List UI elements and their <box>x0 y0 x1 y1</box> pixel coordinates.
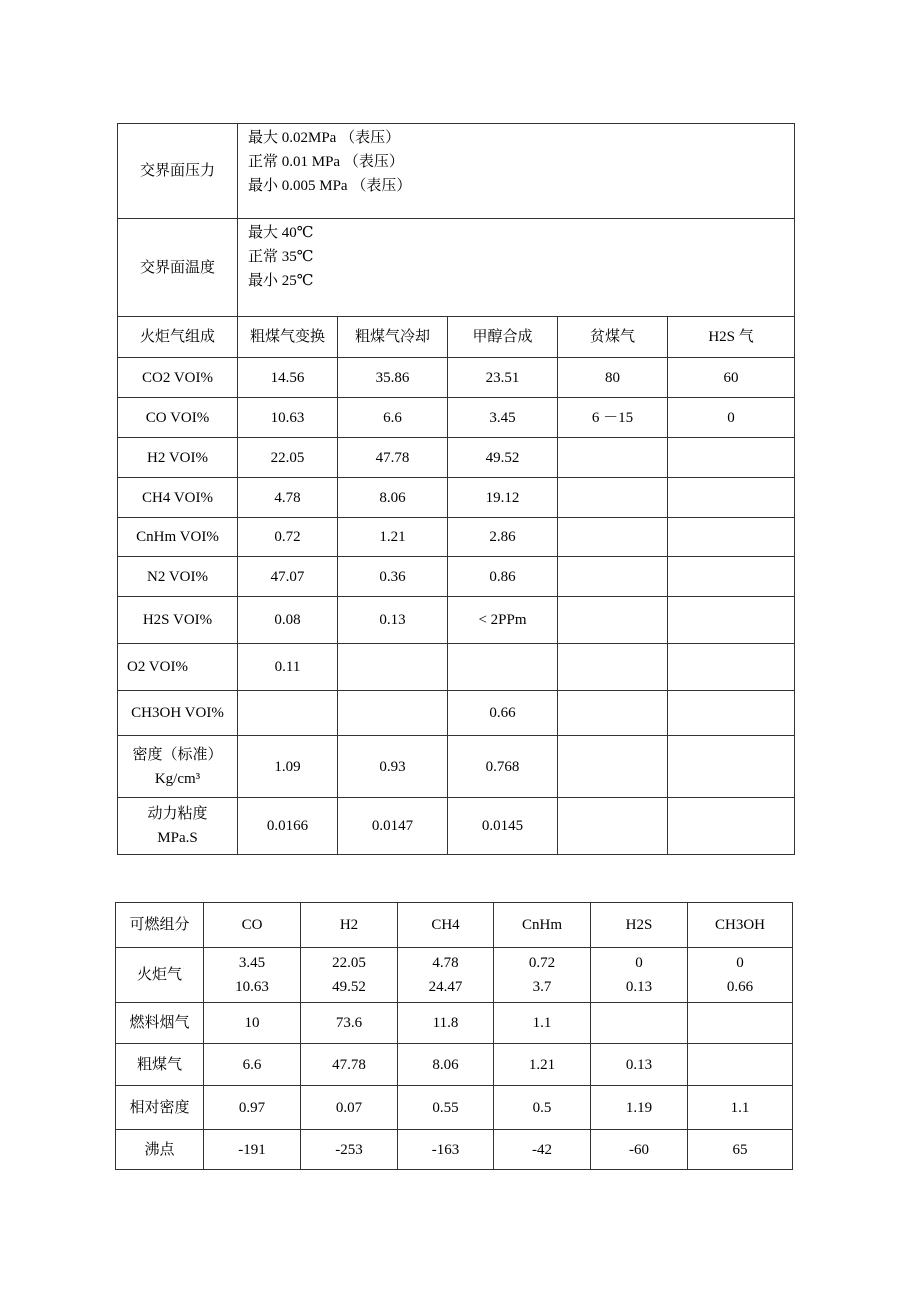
table-cell: 4.78 <box>238 478 338 518</box>
table-cell: 0.07 <box>301 1086 398 1130</box>
temperature-max: 最大 40℃ <box>248 225 314 241</box>
table-cell <box>668 518 795 557</box>
interface-temperature-values <box>238 219 795 317</box>
range-max: 3.7 <box>532 979 552 995</box>
header-cell: 粗煤气变换 <box>238 317 338 358</box>
table-cell: 1.21 <box>338 518 448 557</box>
range-max: 49.52 <box>332 979 366 995</box>
range-cell <box>688 948 793 1003</box>
density-label-line: 密度（标准） <box>132 746 223 763</box>
table-cell <box>668 478 795 518</box>
range-max: 0.66 <box>726 979 754 995</box>
row-label: 火炬气 <box>116 948 204 1003</box>
table-cell <box>238 691 338 736</box>
table-cell: 0.0166 <box>238 798 338 855</box>
table-cell: 6.6 <box>338 398 448 438</box>
table-cell: 0.0147 <box>338 798 448 855</box>
table-cell: 47.78 <box>301 1044 398 1086</box>
table-cell <box>668 736 795 798</box>
range-min: 0 <box>736 955 744 971</box>
table-cell: 0.13 <box>338 597 448 644</box>
row-label: H2 VOI% <box>118 438 238 478</box>
table-cell: 35.86 <box>338 358 448 398</box>
table-cell: -191 <box>204 1130 301 1170</box>
table-row <box>116 1003 793 1044</box>
table-cell: 47.07 <box>238 557 338 597</box>
table-cell <box>558 798 668 855</box>
table-cell: 0.93 <box>338 736 448 798</box>
table-cell: 1.1 <box>494 1003 591 1044</box>
density-row <box>118 736 795 798</box>
table-cell <box>558 644 668 691</box>
table-cell <box>668 644 795 691</box>
table-cell: 3.45 <box>448 398 558 438</box>
viscosity-unit: MPa.S <box>157 830 198 846</box>
table-header-row <box>116 903 793 948</box>
table-row <box>118 557 795 597</box>
table-cell: 10 <box>204 1003 301 1044</box>
viscosity-row <box>118 798 795 855</box>
table-cell <box>668 691 795 736</box>
table-row <box>118 518 795 557</box>
table-cell <box>558 438 668 478</box>
viscosity-label-line: 动力粘度 <box>147 806 208 822</box>
table-cell <box>668 798 795 855</box>
table-cell: 0.55 <box>398 1086 494 1130</box>
table-cell <box>668 557 795 597</box>
header-cell: H2S <box>591 903 688 948</box>
table-cell: 2.86 <box>448 518 558 557</box>
table-cell: < 2PPm <box>448 597 558 644</box>
table-cell: 22.05 <box>238 438 338 478</box>
row-label: N2 VOI% <box>118 557 238 597</box>
table-cell <box>448 644 558 691</box>
table-cell: 6 －15 <box>558 398 668 438</box>
table-cell <box>338 644 448 691</box>
range-cell <box>301 948 398 1003</box>
header-cell: CH3OH <box>688 903 793 948</box>
pressure-max: 最大 0.02MPa （表压） <box>248 130 401 146</box>
range-cell <box>204 948 301 1003</box>
table-cell: 47.78 <box>338 438 448 478</box>
table-row <box>116 1086 793 1130</box>
table-cell: -163 <box>398 1130 494 1170</box>
table-cell: 8.06 <box>398 1044 494 1086</box>
table-cell: 14.56 <box>238 358 338 398</box>
header-cell: 甲醇合成 <box>448 317 558 358</box>
range-min: 22.05 <box>332 955 366 971</box>
table-cell <box>558 691 668 736</box>
table-cell: -60 <box>591 1130 688 1170</box>
table-cell: 0.11 <box>238 644 338 691</box>
row-label: CH3OH VOI% <box>118 691 238 736</box>
header-cell: H2 <box>301 903 398 948</box>
table-row <box>116 1044 793 1086</box>
range-min: 3.45 <box>238 955 266 971</box>
table-row <box>118 358 795 398</box>
table-cell: 1.21 <box>494 1044 591 1086</box>
pressure-min: 最小 0.005 MPa （表压） <box>248 178 412 194</box>
table-cell: -42 <box>494 1130 591 1170</box>
table-cell: 60 <box>668 358 795 398</box>
density-label <box>118 736 238 798</box>
table-cell: 0 <box>668 398 795 438</box>
density-unit: Kg/cm³ <box>154 770 201 787</box>
viscosity-label <box>118 798 238 855</box>
table-cell: 0.5 <box>494 1086 591 1130</box>
temperature-normal: 正常 35℃ <box>248 249 314 265</box>
table-cell <box>558 736 668 798</box>
table-cell: 11.8 <box>398 1003 494 1044</box>
table-cell <box>688 1044 793 1086</box>
table-row <box>118 644 795 691</box>
row-label: H2S VOI% <box>118 597 238 644</box>
row-label: 粗煤气 <box>116 1044 204 1086</box>
header-cell: 可燃组分 <box>116 903 204 948</box>
combustible-components-table <box>115 902 793 1170</box>
range-cell <box>591 948 688 1003</box>
table-cell <box>338 691 448 736</box>
table-cell: 73.6 <box>301 1003 398 1044</box>
table-cell: 6.6 <box>204 1044 301 1086</box>
row-label: CH4 VOI% <box>118 478 238 518</box>
table-cell: -253 <box>301 1130 398 1170</box>
header-cell: 粗煤气冷却 <box>338 317 448 358</box>
table-cell: 0.86 <box>448 557 558 597</box>
table-cell: 19.12 <box>448 478 558 518</box>
interface-pressure-label: 交界面压力 <box>118 124 238 219</box>
flare-gas-composition-table <box>117 123 795 855</box>
interface-pressure-values <box>238 124 795 219</box>
table-cell <box>668 438 795 478</box>
header-cell: CH4 <box>398 903 494 948</box>
range-cell <box>398 948 494 1003</box>
table-cell <box>668 597 795 644</box>
table-cell <box>591 1003 688 1044</box>
table-cell <box>558 478 668 518</box>
header-cell: CO <box>204 903 301 948</box>
table-cell: 0.66 <box>448 691 558 736</box>
range-max: 24.47 <box>428 979 463 995</box>
header-cell: CnHm <box>494 903 591 948</box>
row-label: CnHm VOI% <box>118 518 238 557</box>
row-label: CO2 VOI% <box>118 358 238 398</box>
table-cell <box>558 518 668 557</box>
table-cell: 0.13 <box>591 1044 688 1086</box>
table-header-row <box>118 317 795 358</box>
table-cell <box>558 597 668 644</box>
table-cell <box>688 1003 793 1044</box>
table-cell: 0.0145 <box>448 798 558 855</box>
row-label: 燃料烟气 <box>116 1003 204 1044</box>
table-cell: 10.63 <box>238 398 338 438</box>
table-cell: 1.09 <box>238 736 338 798</box>
range-cell <box>494 948 591 1003</box>
row-label: 相对密度 <box>116 1086 204 1130</box>
table-row <box>118 398 795 438</box>
table-cell: 1.19 <box>591 1086 688 1130</box>
interface-pressure-row <box>118 124 795 219</box>
interface-temperature-row <box>118 219 795 317</box>
header-cell: 火炬气组成 <box>118 317 238 358</box>
range-max: 10.63 <box>235 979 269 995</box>
table-cell: 80 <box>558 358 668 398</box>
table-row <box>116 1130 793 1170</box>
table-row <box>118 691 795 736</box>
table-row <box>118 478 795 518</box>
table-cell: 0.768 <box>448 736 558 798</box>
table-row <box>118 438 795 478</box>
table-cell: 23.51 <box>448 358 558 398</box>
header-cell: 贫煤气 <box>558 317 668 358</box>
table-cell: 65 <box>688 1130 793 1170</box>
pressure-normal: 正常 0.01 MPa （表压） <box>248 154 404 170</box>
table-cell: 0.72 <box>238 518 338 557</box>
flare-gas-row <box>116 948 793 1003</box>
table-cell: 0.36 <box>338 557 448 597</box>
range-max: 0.13 <box>625 979 653 995</box>
range-min: 0 <box>635 955 643 971</box>
row-label: CO VOI% <box>118 398 238 438</box>
row-label: 沸点 <box>116 1130 204 1170</box>
table-cell: 0.08 <box>238 597 338 644</box>
header-cell: H2S 气 <box>668 317 795 358</box>
range-min: 0.72 <box>528 955 556 971</box>
table-cell: 0.97 <box>204 1086 301 1130</box>
temperature-min: 最小 25℃ <box>248 273 314 289</box>
row-label: O2 VOI% <box>118 644 238 691</box>
range-min: 4.78 <box>432 955 459 971</box>
interface-temperature-label: 交界面温度 <box>118 219 238 317</box>
table-row <box>118 597 795 644</box>
table-cell <box>558 557 668 597</box>
table-cell: 49.52 <box>448 438 558 478</box>
table-cell: 8.06 <box>338 478 448 518</box>
table-cell: 1.1 <box>688 1086 793 1130</box>
